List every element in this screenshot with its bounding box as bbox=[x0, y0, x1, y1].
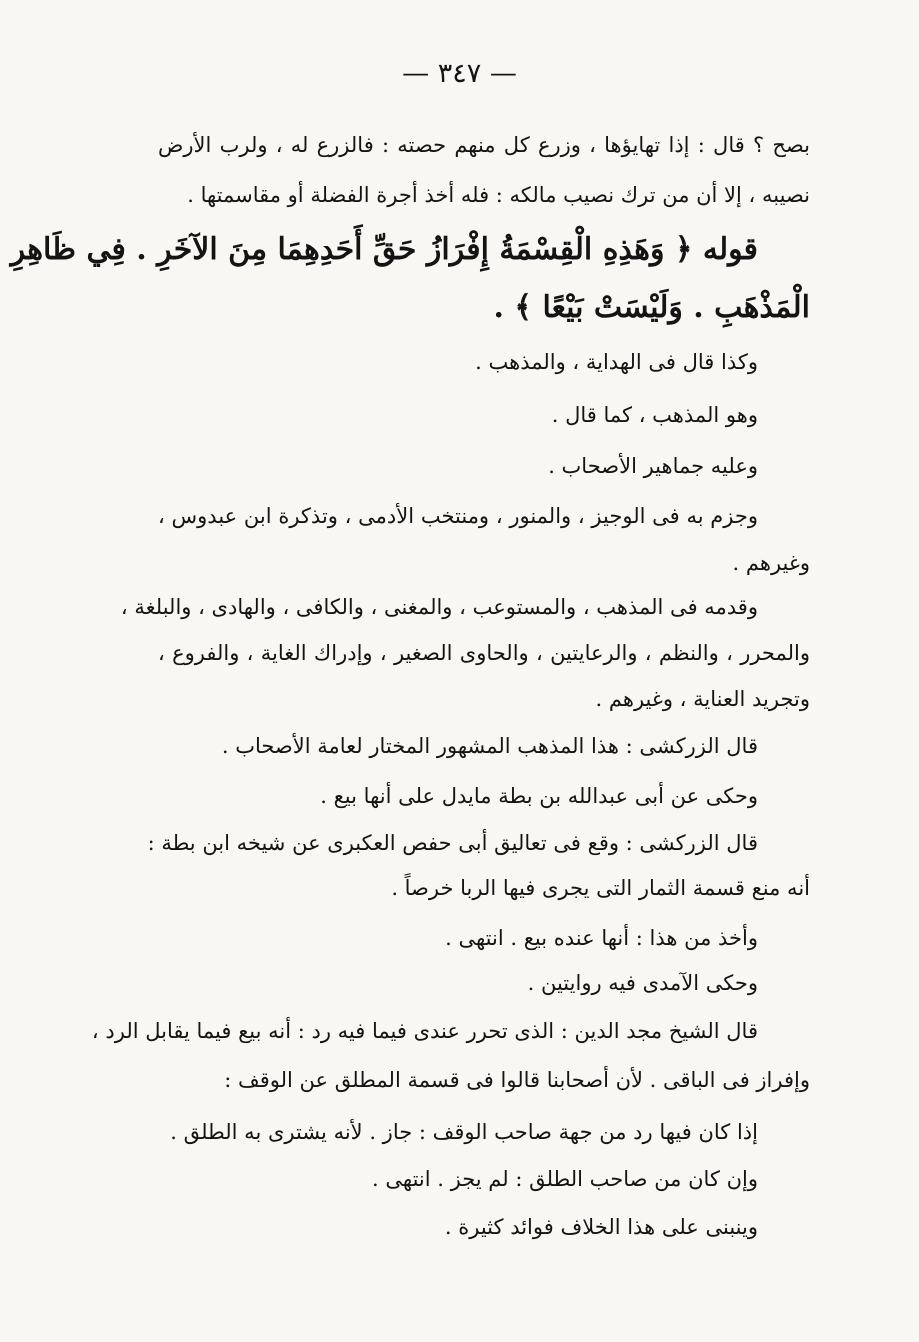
text-line: وإن كان من صاحب الطلق : لم يجز . انتهى . bbox=[372, 1167, 758, 1191]
text-line: قال الزركشى : وقع فى تعاليق أبى حفص العكبرى عن شيخه ابن بطة : bbox=[147, 831, 758, 855]
text-line: وحكى الآمدى فيه روايتين . bbox=[527, 971, 758, 995]
text-line: وهو المذهب ، كما قال . bbox=[551, 403, 758, 427]
page-number: — ٣٤٧ — bbox=[402, 58, 517, 89]
text-line: وقدمه فى المذهب ، والمستوعب ، والمغنى ، والكافى ، والهادى ، والبلغة ، bbox=[120, 595, 758, 619]
quoted-matn-line: الْمَذْهَبِ . وَلَيْسَتْ بَيْعًا ﴾ . bbox=[493, 290, 810, 325]
text-line: وإفراز فى الباقى . لأن أصحابنا قالوا فى قسمة المطلق عن الوقف : bbox=[224, 1068, 810, 1092]
text-line: وتجريد العناية ، وغيرهم . bbox=[595, 687, 810, 711]
text-line: قال الزركشى : هذا المذهب المشهور المختار لعامة الأصحاب . bbox=[221, 734, 758, 758]
text-line: وعليه جماهير الأصحاب . bbox=[548, 454, 758, 478]
text-line: والمحرر ، والنظم ، والرعايتين ، والحاوى الصغير ، وإدراك الغاية ، والفروع ، bbox=[158, 641, 810, 665]
quoted-matn-line: قوله ﴿ وَهَذِهِ الْقِسْمَةُ إِفْرَازُ حَقِّ أَحَدِهِمَا مِنَ الآخَرِ . فِي ظَاهِرِ bbox=[10, 232, 758, 267]
text-line: وغيرهم . bbox=[732, 551, 810, 575]
text-line: بصح ؟ قال : إذا تهايؤها ، وزرع كل منهم حصته : فالزرع له ، ولرب الأرض bbox=[158, 133, 810, 157]
text-line: وجزم به فى الوجيز ، والمنور ، ومنتخب الأدمى ، وتذكرة ابن عبدوس ، bbox=[158, 504, 758, 528]
text-line: وينبنى على هذا الخلاف فوائد كثيرة . bbox=[444, 1215, 758, 1239]
text-line: نصيبه ، إلا أن من ترك نصيب مالكه : فله أخذ أجرة الفضلة أو مقاسمتها . bbox=[187, 183, 810, 207]
text-line: وكذا قال فى الهداية ، والمذهب . bbox=[475, 350, 758, 374]
text-line: إذا كان فيها رد من جهة صاحب الوقف : جاز . لأنه يشترى به الطلق . bbox=[170, 1120, 758, 1144]
text-line: قال الشيخ مجد الدين : الذى تحرر عندى فيما فيه رد : أنه بيع فيما يقابل الرد ، bbox=[91, 1019, 758, 1043]
text-line: أنه منع قسمة الثمار التى يجرى فيها الربا خرصاً . bbox=[391, 876, 810, 900]
text-line: وأخذ من هذا : أنها عنده بيع . انتهى . bbox=[445, 926, 758, 950]
text-line: وحكى عن أبى عبدالله بن بطة مايدل على أنها بيع . bbox=[320, 784, 758, 808]
